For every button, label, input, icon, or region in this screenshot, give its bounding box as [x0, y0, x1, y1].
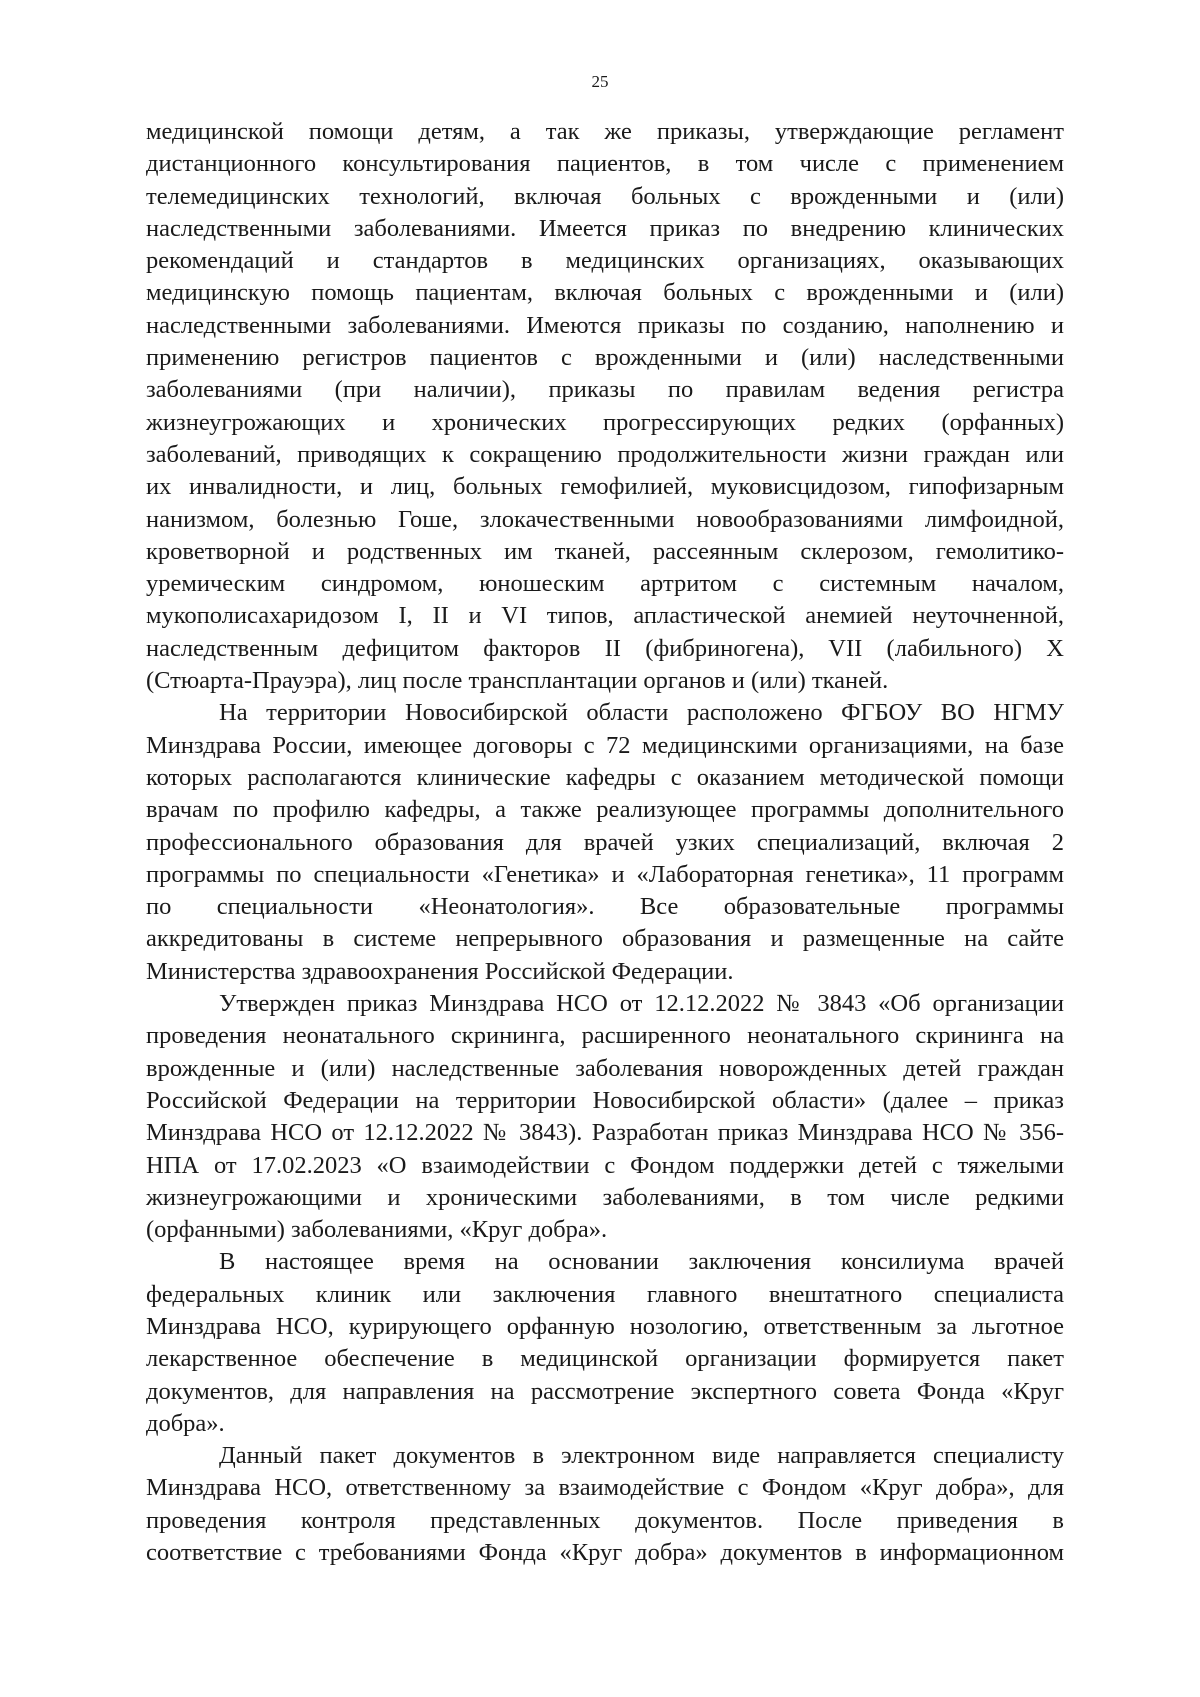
text-line: жизнеугрожающими и хроническими заболеваниями, в том числе редкими: [146, 1183, 1064, 1211]
text-line: Минздрава НСО, курирующего орфанную нозологию, ответственным за льготное: [146, 1312, 1064, 1340]
text-line: НПА от 17.02.2023 «О взаимодействии с Фондом поддержки детей с тяжелыми: [146, 1151, 1064, 1179]
text-line: лекарственное обеспечение в медицинской организации формируется пакет: [146, 1345, 1064, 1373]
text-line: Данный пакет документов в электронном виде направляется специалисту: [219, 1442, 1064, 1470]
text-line: врачам по профилю кафедры, а также реализующее программы дополнительного: [146, 796, 1064, 824]
text-line: В настоящее время на основании заключения консилиума врачей: [219, 1248, 1064, 1276]
text-line: Министерства здравоохранения Российской Федерации.: [146, 957, 734, 985]
text-line: (Стюарта-Прауэра), лиц после трансплантации органов и (или) тканей.: [146, 667, 889, 695]
text-line: уремическим синдромом, юношеским артритом с системным началом,: [146, 570, 1064, 598]
text-line: дистанционного консультирования пациентов, в том числе с применением: [146, 150, 1064, 178]
paragraph-2: [146, 697, 1064, 988]
text-line: Минздрава России, имеющее договоры с 72 медицинскими организациями, на базе: [146, 731, 1064, 759]
text-line: медицинской помощи детям, а так же приказы, утверждающие регламент: [146, 118, 1064, 145]
text-line: медицинскую помощь пациентам, включая больных с врожденными и (или): [146, 279, 1064, 307]
text-line: телемедицинских технологий, включая больных с врожденными и (или): [146, 182, 1064, 210]
text-line: (орфанными) заболеваниями, «Круг добра».: [146, 1216, 608, 1244]
text-line: которых располагаются клинические кафедры с оказанием методической помощи: [146, 763, 1064, 791]
text-line: Утвержден приказ Минздрава НСО от 12.12.2022 № 3843 «Об организации: [219, 990, 1064, 1018]
document-body: [146, 116, 1064, 1569]
text-line: заболеваниями (при наличии), приказы по правилам ведения регистра: [146, 376, 1064, 404]
text-line: нанизмом, болезнью Гоше, злокачественными новообразованиями лимфоидной,: [146, 505, 1064, 533]
text-line: документов, для направления на рассмотрение экспертного совета Фонда «Круг: [146, 1377, 1064, 1405]
text-line: врожденные и (или) наследственные заболевания новорожденных детей граждан: [146, 1054, 1064, 1082]
text-line: мукополисахаридозом I, II и VI типов, апластической анемией неуточненной,: [146, 602, 1064, 630]
text-line: Российской Федерации на территории Новосибирской области» (далее – приказ: [146, 1086, 1064, 1114]
text-line: Минздрава НСО, ответственному за взаимодействие с Фондом «Круг добра», для: [146, 1474, 1064, 1502]
text-line: применению регистров пациентов с врожденными и (или) наследственными: [146, 344, 1064, 372]
text-line: заболеваний, приводящих к сокращению продолжительности жизни граждан или: [146, 440, 1064, 468]
text-line: соответствие с требованиями Фонда «Круг добра» документов в информационном: [146, 1539, 1064, 1567]
page-number: 25: [591, 72, 609, 91]
text-line: программы по специальности «Генетика» и «Лабораторная генетика», 11 программ: [146, 860, 1064, 888]
text-line: проведения неонатального скрининга, расширенного неонатального скрининга на: [146, 1022, 1064, 1050]
paragraph-4: [146, 1246, 1064, 1440]
paragraph-5: [146, 1440, 1064, 1569]
text-line: по специальности «Неонатология». Все образовательные программы: [146, 893, 1064, 921]
text-line: наследственным дефицитом факторов II (фибриногена), VII (лабильного) X: [146, 634, 1064, 662]
paragraph-1: [146, 116, 1064, 697]
text-line: наследственными заболеваниями. Имеются приказы по созданию, наполнению и: [146, 311, 1064, 339]
text-line: наследственными заболеваниями. Имеется приказ по внедрению клинических: [146, 214, 1064, 242]
text-line: проведения контроля представленных документов. После приведения в: [146, 1506, 1064, 1534]
text-line: жизнеугрожающих и хронических прогрессирующих редких (орфанных): [146, 408, 1064, 436]
text-line: их инвалидности, и лиц, больных гемофилией, муковисцидозом, гипофизарным: [146, 473, 1064, 501]
text-line: федеральных клиник или заключения главного внештатного специалиста: [146, 1280, 1064, 1308]
text-line: рекомендаций и стандартов в медицинских организациях, оказывающих: [146, 247, 1064, 275]
text-line: На территории Новосибирской области расположено ФГБОУ ВО НГМУ: [219, 699, 1064, 727]
text-line: кроветворной и родственных им тканей, рассеянным склерозом, гемолитико-: [146, 537, 1064, 565]
text-line: добра».: [146, 1409, 225, 1437]
paragraph-3: [146, 988, 1064, 1246]
text-line: профессионального образования для врачей узких специализаций, включая 2: [146, 828, 1064, 856]
text-line: Минздрава НСО от 12.12.2022 № 3843). Разработан приказ Минздрава НСО № 356-: [146, 1119, 1064, 1147]
text-line: аккредитованы в системе непрерывного образования и размещенные на сайте: [146, 925, 1064, 953]
